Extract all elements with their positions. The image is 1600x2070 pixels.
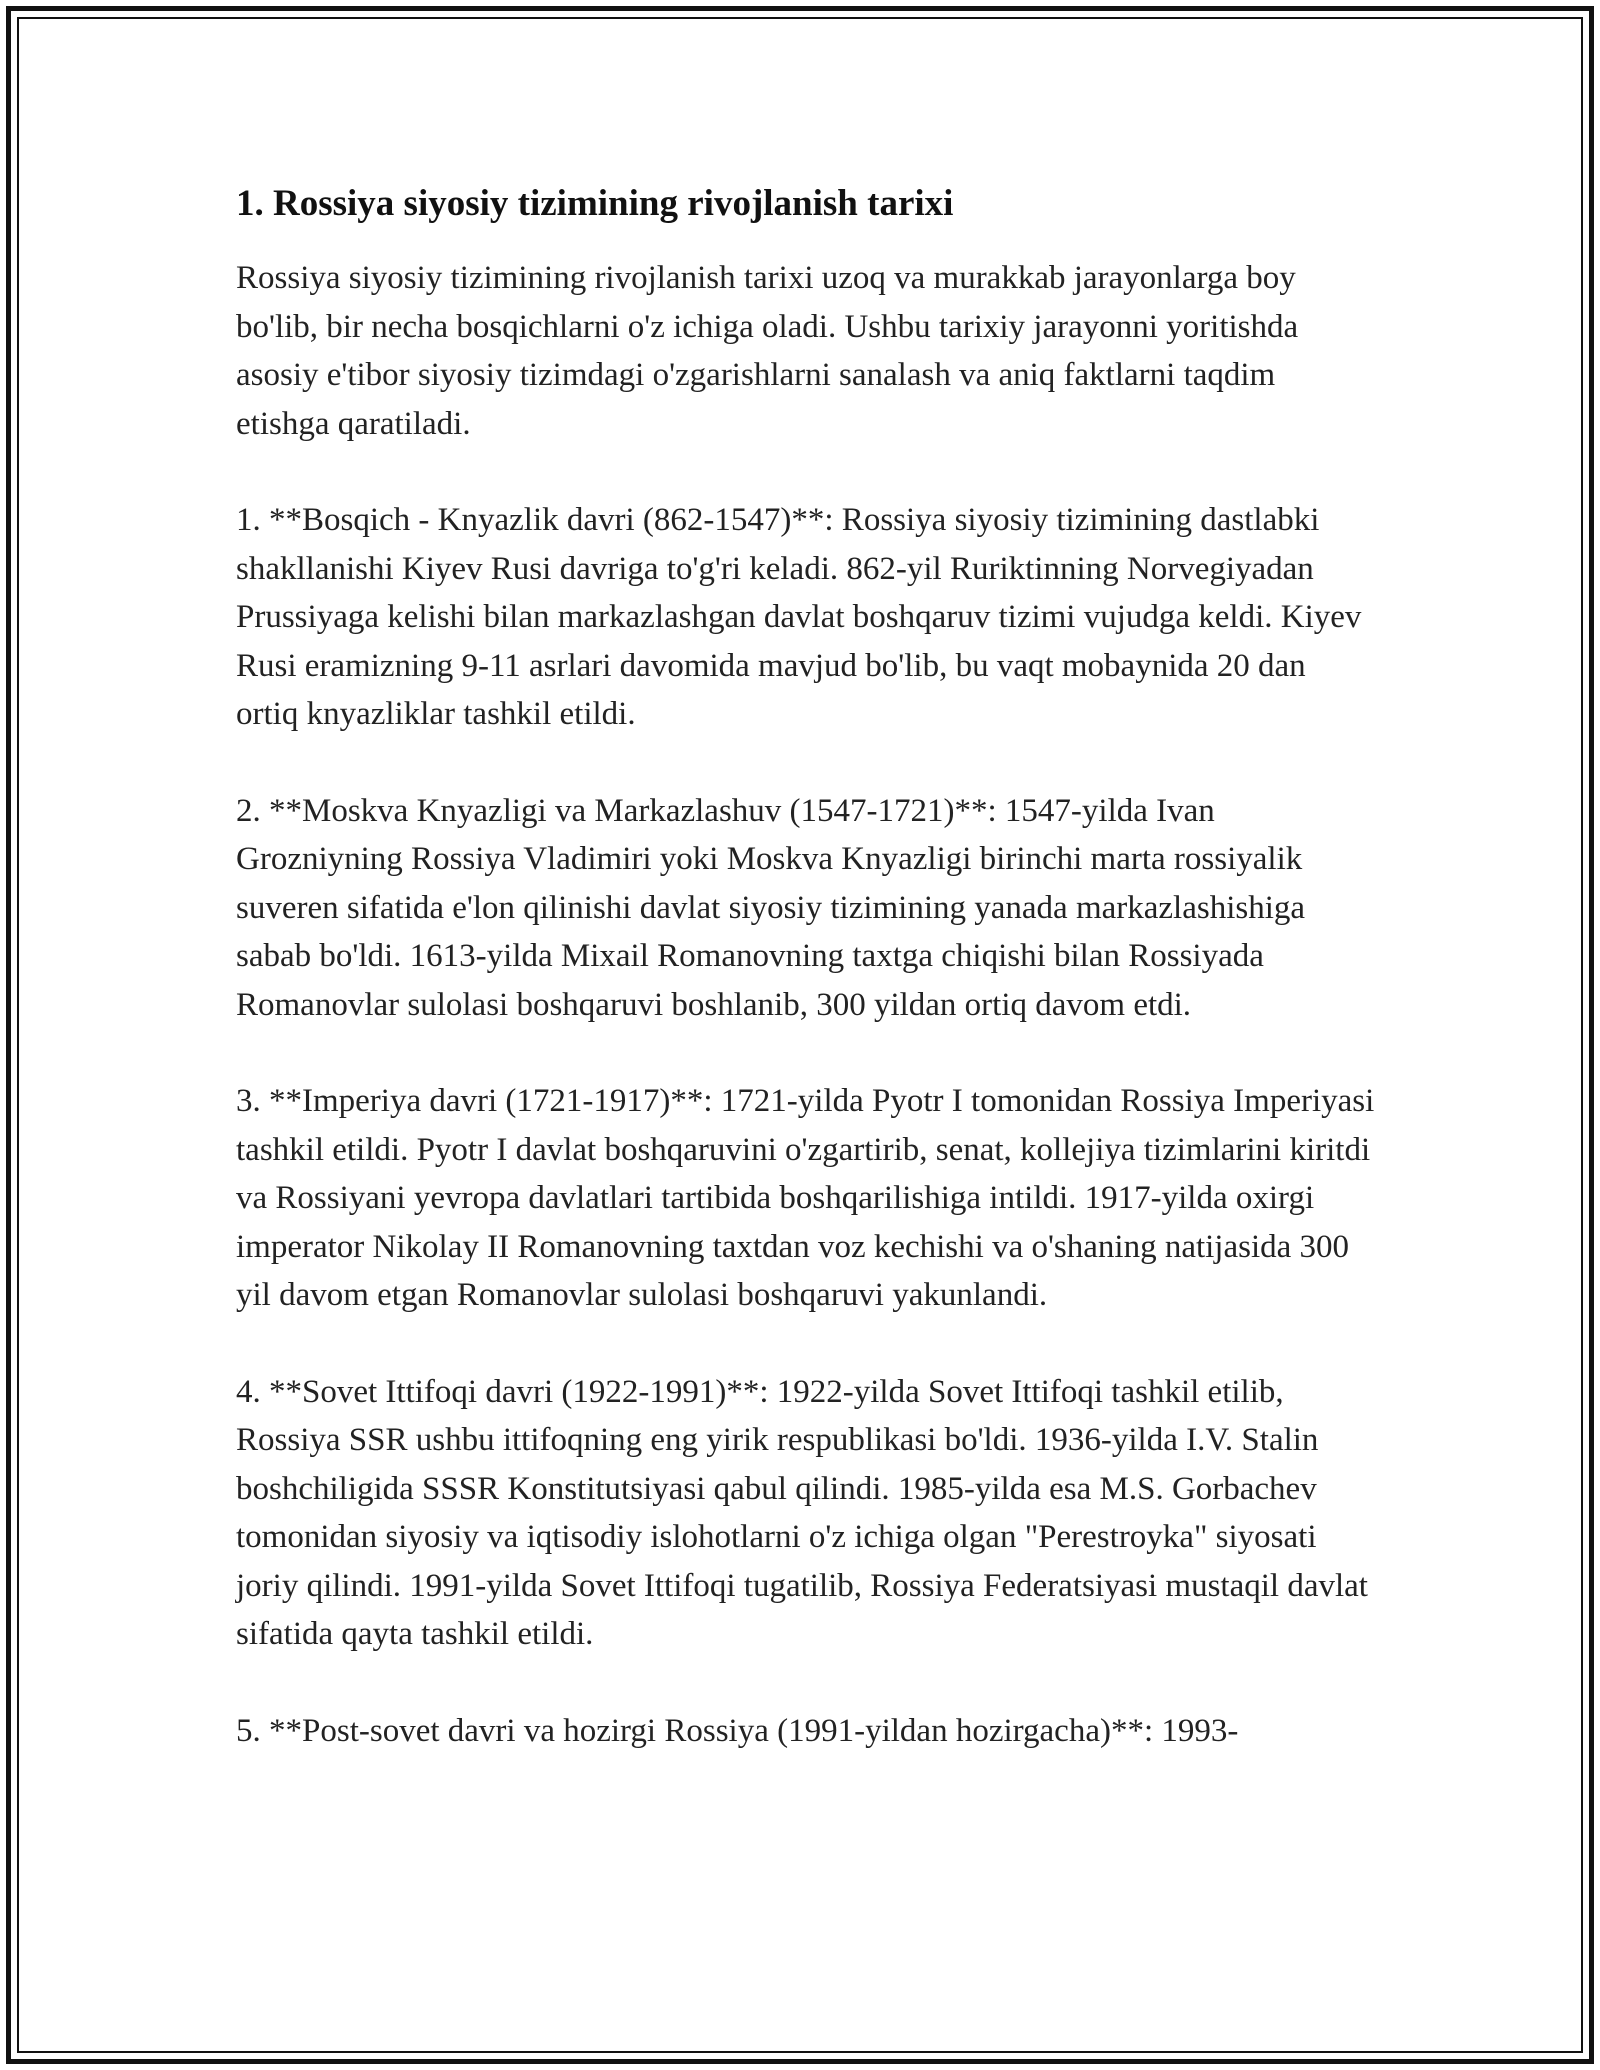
stage-4-paragraph: 4. **Sovet Ittifoqi davri (1922-1991)**: 1922-yilda Sovet Ittifoqi tashkil etilib, Rossiya SSR ushbu ittifoqning eng yirik respublikasi bo'ldi. 1936-yilda I.V. Stalin boshchiligida SSSR Konstitutsiyasi qabul qilindi. 1985-yilda esa M.S. Gorbachev tomonidan siyosiy va iqtisodiy islohotlarni o'z ichiga olgan "Perestroyka" siyosati joriy qilindi. 1991-yilda Sovet Ittifoqi tugatilib, Rossiya Federatsiyasi mustaqil davlat sifatida qayta tashkil etildi. [236,1373,1377,1653]
intro-paragraph: Rossiya siyosiy tizimining rivojlanish tarixi uzoq va murakkab jarayonlarga boy bo'lib, bir necha bosqichlarni o'z ichiga oladi. Ushbu tarixiy jarayonni yoritishda asosiy e'tibor siyosiy tizimdagi o'zgarishlarni sanalash va aniq faktlarni taqdim etishga qaratiladi. [236,260,1307,442]
stage-2-paragraph: 2. **Moskva Knyazligi va Markazlashuv (1547-1721)**: 1547-yilda Ivan Grozniyning Rossiya Vladimiri yoki Moskva Knyazligi birinchi marta rossiyalik suveren sifatida e'lon qilinishi davlat siyosiy tizimining yanada markazlashishiga sabab bo'ldi. 1613-yilda Mixail Romanovning taxtga chiqishi bilan Rossiyada Romanovlar sulolasi boshqaruvi boshlanib, 300 yildan ortiq davom etdi. [236,792,1314,1023]
document-title: 1. Rossiya siyosiy tizimining rivojlanish tarixi [236,183,954,224]
stage-5-paragraph: 5. **Post-sovet davri va hozirgi Rossiya (1991-yildan hozirgacha)**: 1993- [236,1712,1239,1749]
stage-1-paragraph: 1. **Bosqich - Knyazlik davri (862-1547)**: Rossiya siyosiy tizimining dastlabki shakllanishi Kiyev Rusi davriga to'g'ri keladi. 862-yil Ruriktinning Norvegiyadan Prussiyaga kelishi bilan markazlashgan davlat boshqaruv tizimi vujudga keldi. Kiyev Rusi eramizning 9-11 asrlari davomida mavjud bo'lib, bu vaqt mobaynida 20 dan ortiq knyazliklar tashkil etildi. [236,502,1370,733]
document-body [236,180,1383,1755]
stage-3-paragraph: 3. **Imperiya davri (1721-1917)**: 1721-yilda Pyotr I tomonidan Rossiya Imperiyasi tashkil etildi. Pyotr I davlat boshqaruvini o'zgartirib, senat, kollejiya tizimlarini kiritdi va Rossiyani yevropa davlatlari tartibida boshqarilishiga intildi. 1917-yilda oxirgi imperator Nikolay II Romanovning taxtdan voz kechishi va o'shaning natijasida 300 yil davom etgan Romanovlar sulolasi boshqaruvi yakunlandi. [236,1083,1383,1314]
